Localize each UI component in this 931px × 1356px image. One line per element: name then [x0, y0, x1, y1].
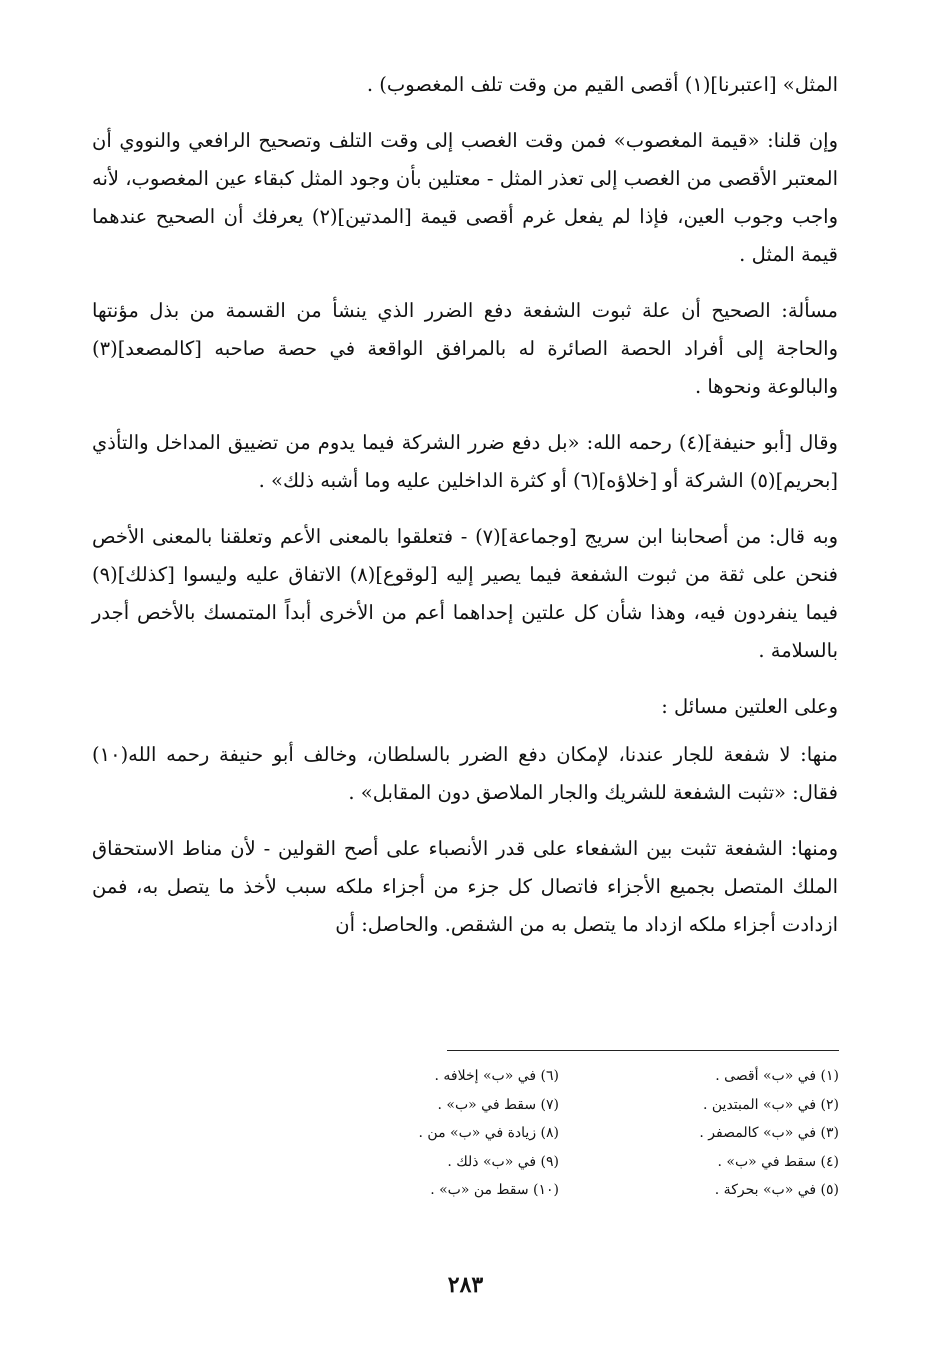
footnote-4: (٤) سقط في «ب» . [717, 1153, 839, 1170]
footnote-1: (١) في «ب» أقصى . [715, 1068, 839, 1084]
paragraph-7: منها: لا شفعة للجار عندنا، لإمكان دفع الضرر بالسلطان، وخالف أبو حنيفة رحمه الله(١٠) فقال: «تثبت الشفعة للشريك والجار الملاصق دون المقابل» . [92, 743, 838, 804]
paragraph-6: وعلى العلتين مسائل : [661, 695, 838, 718]
footnote-8: (٨) زيادة في «ب» من . [418, 1125, 559, 1141]
page-number: ٢٨٣ [447, 1272, 484, 1298]
footnote-2: (٢) في «ب» المبتدين . [703, 1096, 839, 1113]
paragraph-8: ومنها: الشفعة تثبت بين الشفعاء على قدر الأنصباء على أصح القولين - لأن مناط الاستحقاق الملك المتصل بجميع الأجزاء فاتصال كل جزء من أجزاء ملكه سبب لأخذ ما يتصل به، فمن ازدادت أجزاء ملكه ازداد ما يتصل به من الشقص. والحاصل: أن [92, 837, 838, 936]
footnotes-right-column [639, 1062, 839, 1205]
footnote-7: (٧) سقط في «ب» . [437, 1096, 559, 1113]
paragraph-5: وبه قال: من أصحابنا ابن سريج [وجماعة](٧) - فتعلقوا بالمعنى الأعم وتعلقنا بالمعنى الأخص فنحن على ثقة من ثبوت الشفعة فيما يصير إليه [لوقوع](٨) الاتفاق عليه وليسوا [كذلك](٩) فيما ينفردون فيه، وهذا شأن كل علتين إحداهما أعم من الأخرى أبداً المتمسك بالأخص أجدر بالسلامة . [92, 525, 838, 662]
paragraph-4: وقال [أبو حنيفة](٤) رحمه الله: «بل دفع ضرر الشركة فيما يدوم من تضييق المداخل والتأذي [بحريم](٥) الشركة أو [خلاؤه](٦) أو كثرة الداخلين عليه وما أشبه ذلك» . [92, 431, 838, 492]
footnote-divider [447, 1050, 839, 1051]
footnote-3: (٣) في «ب» كالمصفر . [699, 1125, 839, 1141]
paragraph-1: المثل» [اعتبرنا](١) أقصى القيم من وقت تلف المغصوب) . [366, 73, 838, 96]
paragraph-3: مسألة: الصحيح أن علة ثبوت الشفعة دفع الضرر الذي ينشأ من القسمة من بذل مؤنتها والحاجة إلى أفراد الحصة الصائرة له بالمرافق الواقعة في حصة صاحبه [كالمصعد](٣) والبالوعة ونحوها . [92, 299, 838, 398]
main-text [92, 66, 838, 962]
footnote-6: (٦) في «ب» إخلافه . [434, 1068, 559, 1084]
footnote-10: (١٠) سقط من «ب» . [430, 1182, 559, 1198]
footnotes [359, 1062, 839, 1205]
footnotes-left-column [359, 1062, 559, 1205]
footnote-9: (٩) في «ب» ذلك . [447, 1153, 559, 1170]
paragraph-2: وإن قلنا: «قيمة المغصوب» فمن وقت الغصب إلى وقت التلف وتصحيح الرافعي والنووي أن المعتبر الأقصى من الغصب إلى تعذر المثل - معتلين بأن وجود المثل كبقاء عين المغصوب، لأنه واجب وجوب العين، فإذا لم يفعل غرم أقصى قيمة [المدتين](٢) يعرفك أن الصحيح عندهما قيمة المثل . [92, 129, 838, 266]
footnote-5: (٥) في «ب» بحركة . [714, 1182, 839, 1198]
